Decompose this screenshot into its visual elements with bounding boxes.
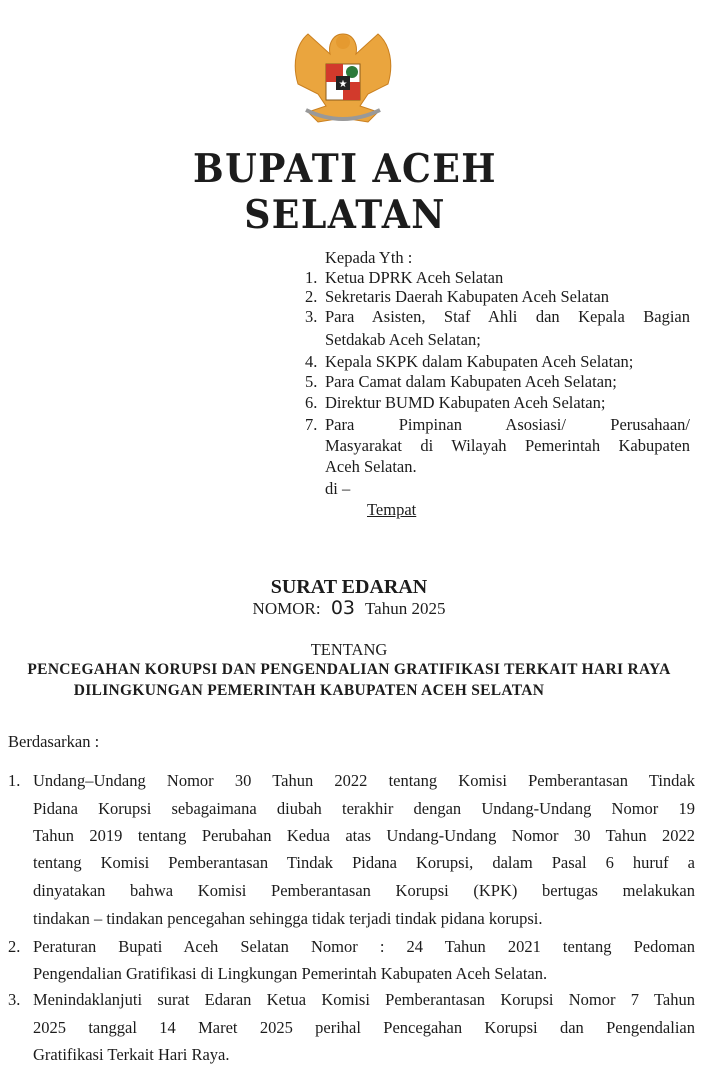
number-handwritten: 03 bbox=[330, 597, 355, 619]
addressee-line: Sekretaris Daerah Kabupaten Aceh Selatan bbox=[325, 287, 610, 306]
list-item-line: Peraturan Bupati Aceh Selatan Nomor : 24 Tahun 2021 tentang Pedoman bbox=[33, 937, 695, 956]
list-item-line: Menindaklanjuti surat Edaran Ketua Komisi Pemberantasan Korupsi Nomor 7 Tahun bbox=[33, 990, 695, 1009]
addressee-line: Kepala SKPK dalam Kabupaten Aceh Selatan; bbox=[325, 352, 634, 371]
about-label: TENTANG bbox=[310, 640, 388, 659]
addressee-line: Para Asisten, Staf Ahli dan Kepala Bagian bbox=[325, 307, 690, 326]
number-year: Tahun 2025 bbox=[364, 599, 446, 618]
garuda-emblem-icon bbox=[288, 14, 398, 132]
number-prefix: NOMOR: bbox=[252, 599, 321, 618]
addressee-line: Para Pimpinan Asosiasi/ Perusahaan/ bbox=[325, 415, 690, 434]
addressee-line: Masyarakat di Wilayah Pemerintah Kabupaten bbox=[325, 436, 690, 455]
list-item-line: dinyatakan bahwa Komisi Pemberantasan Korupsi (KPK) bertugas melakukan bbox=[33, 881, 695, 900]
list-number: 2. bbox=[8, 937, 21, 956]
letterhead-title: BUPATI ACEH SELATAN bbox=[193, 146, 497, 238]
doc-type: SURAT EDARAN bbox=[270, 576, 428, 598]
list-number: 1. bbox=[8, 771, 21, 790]
list-item-line: tentang Komisi Pemberantasan Tindak Pidana Korupsi, dalam Pasal 6 huruf a bbox=[33, 853, 695, 872]
list-item-line: Pengendalian Gratifikasi di Lingkungan Pemerintah Kabupaten Aceh Selatan. bbox=[33, 964, 548, 983]
list-item-line: Gratifikasi Terkait Hari Raya. bbox=[33, 1045, 230, 1064]
list-item-line: Tahun 2019 tentang Perubahan Kedua atas Undang-Undang Nomor 30 Tahun 2022 bbox=[33, 826, 695, 845]
addressee-place: Tempat bbox=[367, 500, 417, 519]
addressee-number: 2. bbox=[305, 287, 318, 306]
addressee-line: Setdakab Aceh Selatan; bbox=[325, 330, 481, 349]
addressee-number: 7. bbox=[305, 415, 318, 434]
addressee-number: 4. bbox=[305, 352, 318, 371]
list-item-line: Pidana Korupsi sebagaimana diubah terakhir dengan Undang-Undang Nomor 19 bbox=[33, 799, 695, 818]
body-intro: Berdasarkan : bbox=[8, 732, 100, 751]
list-number: 3. bbox=[8, 990, 21, 1009]
list-item-line: 2025 tanggal 14 Maret 2025 perihal Pencegahan Korupsi dan Pengendalian bbox=[33, 1018, 695, 1037]
list-item-line: Undang–Undang Nomor 30 Tahun 2022 tentang Komisi Pemberantasan Tindak bbox=[33, 771, 695, 790]
addressee-number: 1. bbox=[305, 268, 318, 287]
addressee-line: Para Camat dalam Kabupaten Aceh Selatan; bbox=[325, 372, 617, 391]
svg-text:★: ★ bbox=[338, 79, 348, 90]
addressee-di: di – bbox=[325, 479, 351, 498]
salutation: Kepada Yth : bbox=[325, 248, 413, 267]
subject-line: PENCEGAHAN KORUPSI DAN PENGENDALIAN GRATIFIKASI TERKAIT HARI RAYA bbox=[27, 661, 671, 678]
addressee-line: Direktur BUMD Kabupaten Aceh Selatan; bbox=[325, 393, 606, 412]
doc-number bbox=[0, 597, 698, 619]
addressee-number: 3. bbox=[305, 307, 318, 326]
subject-line: DILINGKUNGAN PEMERINTAH KABUPATEN ACEH SELATAN bbox=[73, 682, 545, 699]
addressee-line: Aceh Selatan. bbox=[325, 457, 417, 476]
addressee-line: Ketua DPRK Aceh Selatan bbox=[325, 268, 504, 287]
list-item-line: tindakan – tindakan pencegahan sehingga tidak terjadi tindak pidana korupsi. bbox=[33, 909, 543, 928]
addressee-number: 6. bbox=[305, 393, 318, 412]
addressee-number: 5. bbox=[305, 372, 318, 391]
